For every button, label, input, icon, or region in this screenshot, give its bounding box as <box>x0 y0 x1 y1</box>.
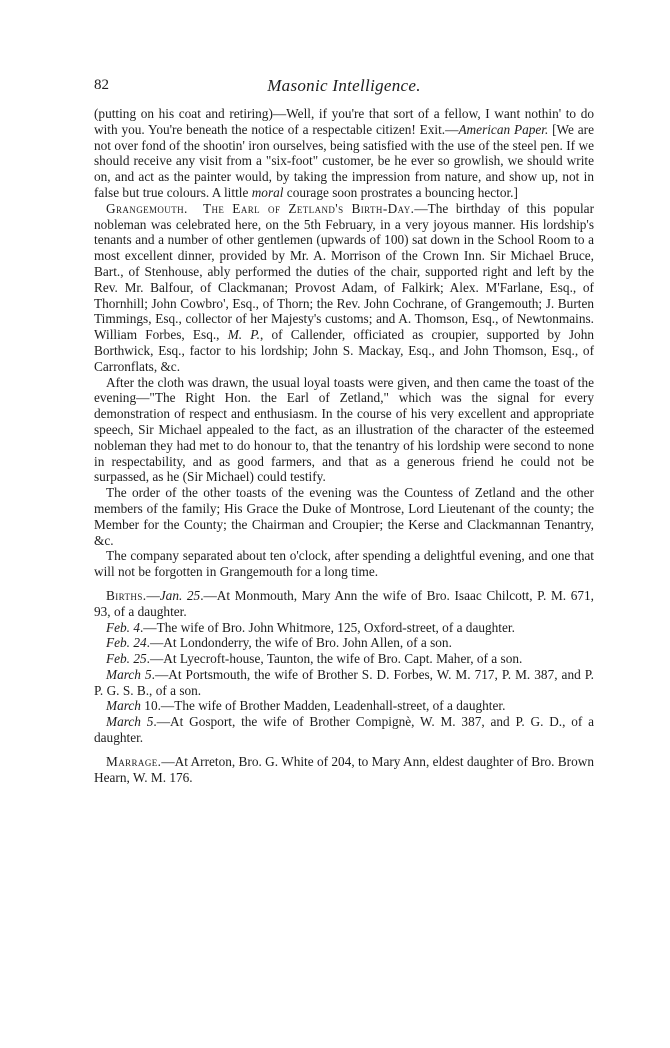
running-head <box>94 78 594 104</box>
paragraph-grangemouth: Grangemouth. The Earl of Zetland's Birth-Day.—The birthday of this popular nobleman was celebrated here, on the 5th February, in a very joyous manner. His lordship's tenants and a number of other gentlemen (upwards of 100) sat down in the School Room to a most excellent dinner, provided by Mr. A. Morrison of the Crown Inn. Sir Michael Bruce, Bart., of Stenhouse, ably performed the duties of the chair, supported right and left by the Rev. Mr. Balfour, of Clackmanan; Provost Adam, of Falkirk; Alex. M'Farlane, Esq., of Thornhill; John Cowbro', Esq., of Thorn; the Rev. John Cochrane, of Grangemouth; J. Burten Timmings, Esq., collector of her Majesty's customs; and A. Thomson, Esq., of Newtonmains. William Forbes, Esq., M. P., of Callender, officiated as croupier, supported by John Borthwick, Esq., factor to his lordship; John S. Mackay, Esq., and John Thomson, Esq., of Carronflats, &c. <box>94 200 594 374</box>
marriage-heading: Marrage. <box>106 753 162 769</box>
births-heading: Births. <box>106 587 147 603</box>
paragraph-toasts: After the cloth was drawn, the usual loyal toasts were given, and then came the toast of the evening—"The Right Hon. the Earl of Zetland," which was the signal for every demonstration of respect and enthusiasm. In the course of his very excellent and appropriate speech, Sir Michael appealed to the fact, as an illustration of the character of the esteemed nobleman they had met to do honour to, that the tenantry of his lordship were second to none in respectability, and as good farmers, and that as a generous friend he could not be surpassed, as he (Sir Michael) could testify. <box>94 374 594 485</box>
paragraph-order-of-toasts: The order of the other toasts of the evening was the Countess of Zetland and the other members of the family; His Grace the Duke of Montrose, Lord Lieutenant of the county; the Member for the County; the Chairman and Croupier; the Kerse and Clackmannan Tenantry, &c. <box>94 485 594 548</box>
birth-entry: March 5.—At Portsmouth, the wife of Brother S. D. Forbes, W. M. 717, P. M. 387, and P. P. G. S. B., of a son. <box>94 666 595 698</box>
birth-entry: Births.—Jan. 25.—At Monmouth, Mary Ann the wife of Bro. Isaac Chilcott, P. M. 671, 93, of a daughter. <box>94 587 594 619</box>
paragraph-company-separated: The company separated about ten o'clock, after spending a delightful evening, and one that will not be forgotten in Grangemouth for a long time. <box>94 548 594 580</box>
page-number: 82 <box>94 77 109 93</box>
birth-entry: Feb. 4.—The wife of Bro. John Whitmore, 125, Oxford-street, of a daughter. <box>106 619 515 635</box>
running-title: Masonic Intelligence. <box>267 76 421 95</box>
place-heading: Grangemouth. <box>106 200 188 216</box>
birth-entry: March 10.—The wife of Brother Madden, Leadenhall-street, of a daughter. <box>106 698 506 714</box>
birth-entry: Feb. 24.—At Londonderry, the wife of Bro. John Allen, of a son. <box>106 635 452 651</box>
birth-entry: March 5.—At Gosport, the wife of Brother Compignè, W. M. 387, and P. G. D., of a daughter. <box>94 714 595 746</box>
page <box>94 78 594 785</box>
birth-entry: Feb. 25.—At Lyecroft-house, Taunton, the wife of Bro. Capt. Maher, of a son. <box>106 651 523 667</box>
paragraph-american-paper: (putting on his coat and retiring)—Well, if you're that sort of a fellow, I want nothin' to do with you. You're beneath the notice of a respectable citizen! Exit.—American Paper. [We are not over fond of the shootin' iron ourselves, being satisfied with the use of the steel pen. If we should receive any visit from a "six-foot" customer, be he ever so growlish, we should write on, and act as the painter would, by taking the impression from nature, and show up, not in false but true colours. A little moral courage soon prostrates a bouncing hector.] <box>94 106 595 200</box>
article-heading: The Earl of Zetland's Birth-Day. <box>202 200 415 216</box>
marriage-entry: Marrage.—At Arreton, Bro. G. White of 204, to Mary Ann, eldest daughter of Bro. Brown Hearn, W. M. 176. <box>94 753 594 785</box>
